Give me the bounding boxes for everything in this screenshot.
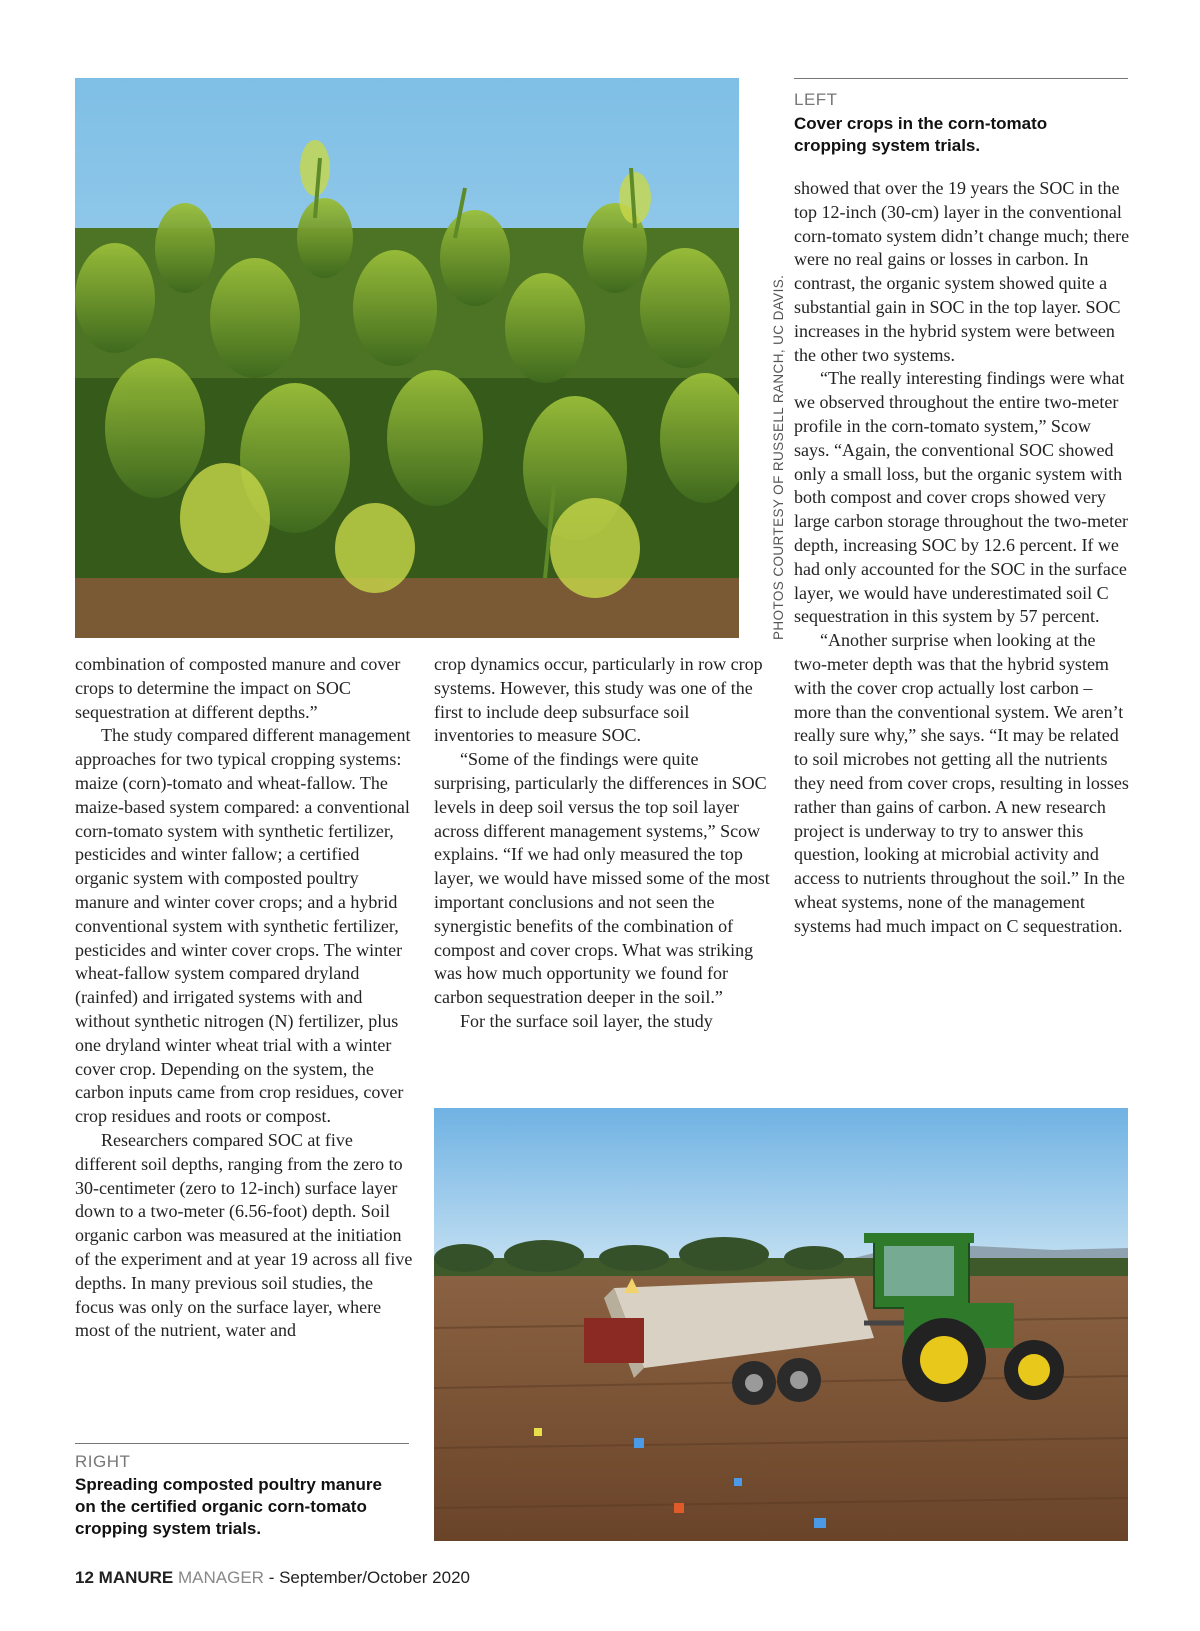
article-column-2: [434, 653, 772, 1034]
caption-right-kicker: RIGHT: [75, 1452, 131, 1471]
paragraph: crop dynamics occur, particularly in row crop systems. However, this study was one of the first to include deep subsurface soil inventories to measure SOC.: [434, 654, 763, 746]
photo-credit: PHOTOS COURTESY OF RUSSELL RANCH, UC DAVIS.: [771, 274, 786, 640]
caption-right-rule: [75, 1443, 409, 1444]
page-footer: [75, 1568, 470, 1588]
issue-date: - September/October 2020: [268, 1568, 470, 1587]
caption-left-text: Cover crops in the corn-tomato cropping system trials.: [794, 114, 1048, 155]
paragraph: “The really interesting findings were what we observed throughout the entire two-meter profile in the corn-tomato system,” Scow says. “Again, the conventional SOC showed only a small loss, but the organic system with both compost and cover crops showed very large carbon storage throughout the two-meter depth, increasing SOC by 12.6 percent. If we had only accounted for the SOC in the surface layer, we would have underestimated soil C sequestration in this system by 57 percent.: [794, 368, 1129, 627]
caption-right-text: Spreading composted poultry manure on the certified organic corn-tomato cropping system trials.: [75, 1475, 382, 1538]
caption-left-rule: [794, 78, 1128, 79]
paragraph: showed that over the 19 years the SOC in the top 12-inch (30-cm) layer in the conventional corn-tomato system didn’t change much; there were no real gains or losses in carbon. In contrast, the organic system showed quite a substantial gain in SOC in the top layer. SOC increases in the hybrid system were between the other two systems.: [794, 178, 1130, 365]
paragraph: For the surface soil layer, the study: [460, 1010, 713, 1031]
paragraph: “Some of the findings were quite surprising, particularly the differences in SOC levels in deep soil versus the top soil layer across different management systems,” Scow explains. “If we had only measured the top layer, we would have missed some of the most important conclusions and not seen the synergistic benefits of the combination of compost and cover crops. What was striking was how much opportunity we found for carbon sequestration deeper in the soil.”: [434, 749, 770, 1008]
paragraph: combination of composted manure and cover crops to determine the impact on SOC sequestration at different depths.”: [75, 654, 401, 722]
paragraph: “Another surprise when looking at the two-meter depth was that the hybrid system with the cover crop actually lost carbon – more than the conventional system. We aren’t really sure why,” she says. “It may be related to soil microbes not getting all the nutrients they need from cover crops, resulting in losses rather than gains of carbon. A new research project is underway to try to answer this question, looking at microbial activity and access to nutrients throughout the soil.” In the wheat systems, none of the management systems had much impact on C sequestration.: [794, 630, 1129, 936]
caption-left-kicker: LEFT: [794, 90, 838, 109]
page-number: 12: [75, 1568, 94, 1587]
article-column-1: [75, 653, 415, 1343]
paragraph: Researchers compared SOC at five different soil depths, ranging from the zero to 30-centimeter (zero to 12-inch) surface layer down to a two-meter (6.56-foot) depth. Soil organic carbon was measured at the initiation of the experiment and at year 19 across all five depths. In many previous soil studies, the focus was only on the surface layer, where most of the nutrient, water and: [75, 1129, 413, 1341]
magazine-name-light: MANAGER: [178, 1568, 264, 1587]
tractor-illustration: [434, 1108, 1128, 1541]
cover-crop-illustration: [75, 78, 739, 638]
article-column-3: [794, 177, 1130, 939]
cover-crop-photo: [75, 78, 739, 638]
magazine-name-bold: MANURE: [98, 1568, 174, 1587]
manure-spreader-photo: [434, 1108, 1128, 1541]
paragraph: The study compared different management approaches for two typical cropping systems: maize (corn)-tomato and wheat-fallow. The maize-based system compared: a conventional corn-tomato system with synthetic fertilizer, pesticides and winter fallow; a certified organic system with composted poultry manure and winter cover crops; and a hybrid conventional system with synthetic fertilizer, pesticides and winter cover crops. The winter wheat-fallow system compared dryland (rainfed) and irrigated systems with and without synthetic nitrogen (N) fertilizer, plus one dryland winter wheat trial with a winter cover crop. Depending on the system, the carbon inputs came from crop residues, cover crop residues and roots or compost.: [75, 725, 411, 1127]
